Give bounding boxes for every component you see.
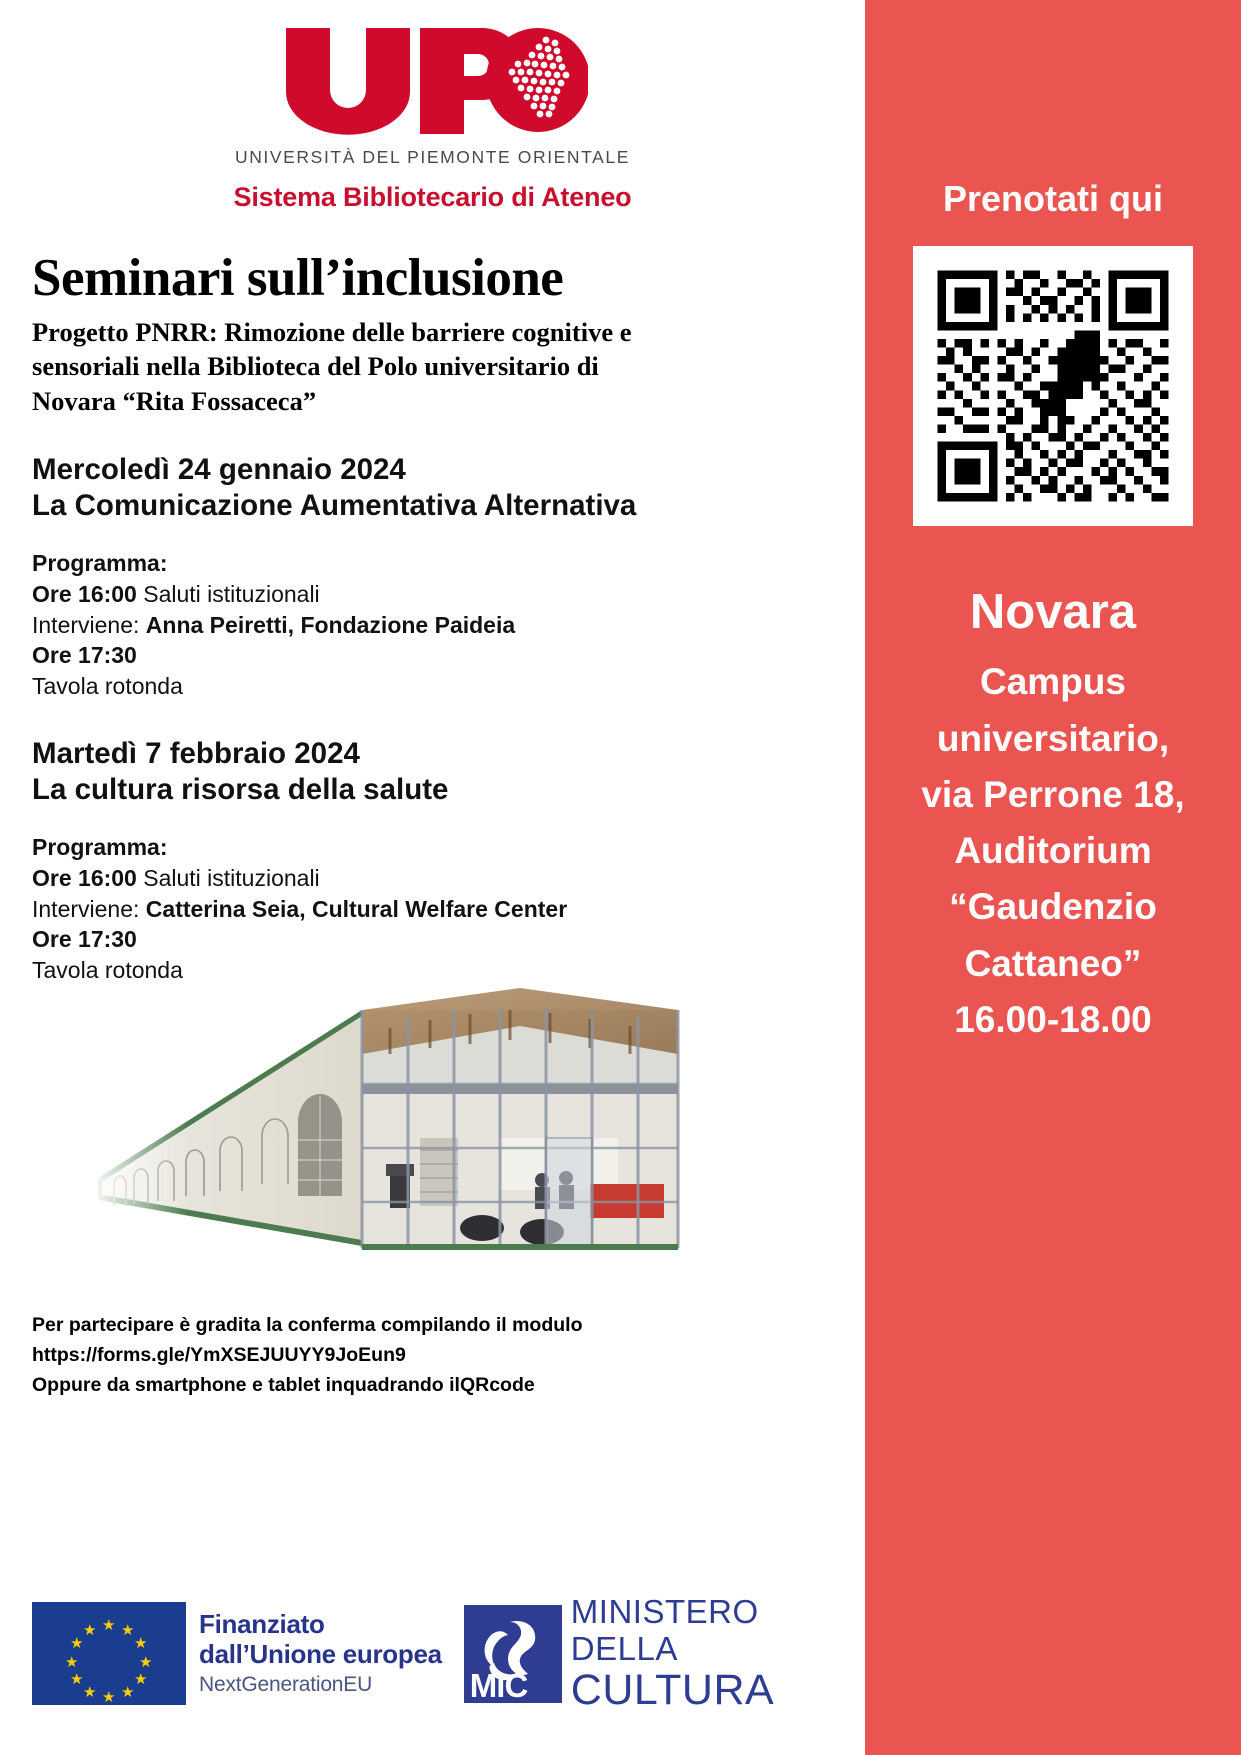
booking-cta-label: Prenotati qui (942, 178, 1163, 219)
qr-code[interactable] (913, 246, 1193, 526)
programme-time: Ore 17:30 (32, 926, 137, 953)
page-title: Seminari sull’inclusione (32, 249, 564, 307)
venue-address-line-1: Campus (980, 661, 1126, 703)
upo-logo (278, 22, 588, 140)
speaker-label: Interviene: (32, 895, 146, 922)
programme-line (32, 640, 837, 671)
programme-activity: Saluti istituzionali (136, 580, 320, 607)
venue-address-lines (921, 654, 1184, 1048)
programme-line (32, 671, 837, 702)
programme-line (32, 579, 837, 610)
eu-funding-text (199, 1610, 442, 1696)
speaker-name: Anna Peiretti, Fondazione Paideia (145, 611, 516, 638)
project-description-line-1: Progetto PNRR: Rimozione delle barriere cognitive e (32, 316, 632, 347)
programme-line (32, 894, 837, 925)
event-block (32, 452, 837, 702)
event-block (32, 736, 837, 986)
ministry-of-culture-logo (464, 1595, 774, 1712)
ministry-line-3: CULTURA (570, 1666, 775, 1714)
speaker-label: Interviene: (32, 611, 146, 638)
ministry-line-1: MINISTERO (570, 1593, 759, 1630)
eu-funding-logo (32, 1602, 442, 1705)
ministry-name (571, 1595, 774, 1712)
venue-address (905, 584, 1200, 1048)
programme-activity: Tavola rotonda (32, 957, 183, 984)
programme-label: Programma: (32, 833, 168, 860)
programme-line (32, 610, 837, 641)
programme-line (32, 955, 837, 986)
programme-time: Ore 17:30 (32, 642, 137, 669)
venue-city: Novara (969, 585, 1137, 639)
venue-time-range: 16.00-18.00 (954, 998, 1152, 1040)
upo-logo-mark (278, 22, 588, 140)
logo-block (0, 0, 865, 213)
venue-address-line-5: “Gaudenzio (949, 886, 1157, 928)
mic-horse-icon (464, 1605, 562, 1703)
project-description-line-2: sensoriali nella Biblioteca del Polo universitario di (32, 351, 599, 382)
event-date: Martedì 7 febbraio 2024 (32, 736, 360, 770)
registration-note (32, 1310, 752, 1401)
programme-activity: Tavola rotonda (32, 673, 183, 700)
eu-funding-line-3: NextGenerationEU (199, 1672, 373, 1696)
venue-address-line-6: Cattaneo” (964, 942, 1142, 984)
programme-label: Programma: (32, 549, 168, 576)
eu-flag-icon: ★ ★ ★ ★ ★ ★ ★ ★ ★ ★ ★ ★ (32, 1602, 186, 1705)
project-description (32, 315, 837, 418)
programme-line (32, 924, 837, 955)
library-photo-illustration (90, 988, 690, 1288)
venue-address-line-3: via Perrone 18, (921, 773, 1185, 815)
venue-address-line-2: universitario, (936, 717, 1170, 759)
project-description-line-3: Novara “Rita Fossaceca” (32, 385, 317, 416)
event-date: Mercoledì 24 gennaio 2024 (32, 452, 406, 486)
mic-abbrev-label: MiC (469, 1666, 528, 1703)
registration-form-url[interactable]: https://forms.gle/YmXSEJUUYY9JoEun9 (32, 1344, 406, 1367)
university-name: UNIVERSITÀ DEL PIEMONTE ORIENTALE (234, 147, 631, 167)
venue-sidebar (865, 0, 1241, 1755)
ministry-line-2: DELLA (570, 1630, 678, 1667)
programme-time: Ore 16:00 (32, 580, 137, 607)
registration-note-line-3: Oppure da smartphone e tablet inquadrando ilQRcode (32, 1374, 535, 1397)
programme-time: Ore 16:00 (32, 864, 137, 891)
funding-logos (32, 1595, 774, 1712)
speaker-name: Catterina Seia, Cultural Welfare Center (145, 895, 568, 922)
programme-line (32, 863, 837, 894)
registration-note-line-1: Per partecipare è gradita la conferma compilando il modulo (32, 1314, 583, 1336)
qr-code-icon[interactable] (929, 262, 1177, 510)
library-system-title: Sistema Bibliotecario di Ateneo (233, 182, 632, 212)
content-block (0, 251, 865, 986)
programme-activity: Saluti istituzionali (136, 864, 320, 891)
event-title: La Comunicazione Aumentativa Alternativa (32, 488, 637, 522)
event-title: La cultura risorsa della salute (32, 772, 449, 806)
library-building-photo (90, 988, 690, 1288)
eu-funding-line-1: Finanziato (199, 1609, 325, 1640)
eu-funding-line-2: dall’Unione europea (199, 1639, 442, 1669)
venue-address-line-4: Auditorium (954, 830, 1152, 872)
